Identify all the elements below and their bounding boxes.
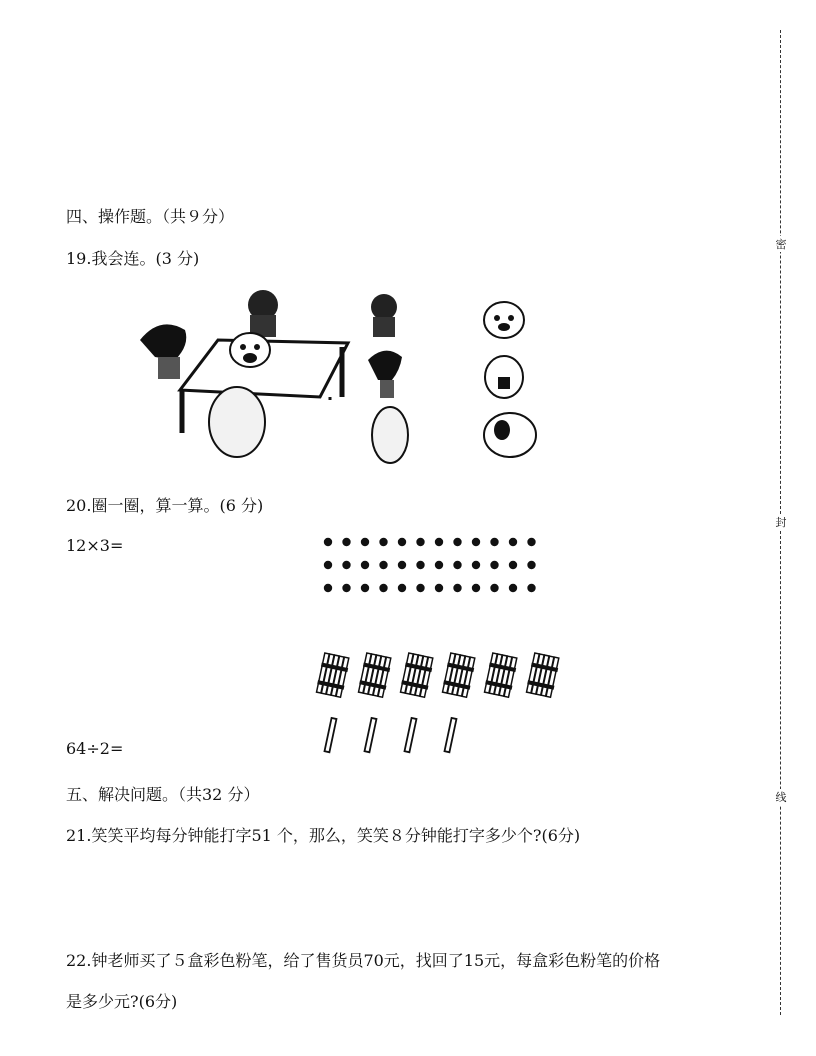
dot: [416, 584, 424, 592]
dot: [490, 584, 498, 592]
dog-back-view: [485, 356, 523, 398]
dot: [472, 561, 480, 569]
matching-figure: [130, 285, 560, 475]
boy-character: [248, 290, 278, 337]
stick-bundle: [484, 653, 519, 698]
dot: [361, 584, 369, 592]
stick-bundle: [316, 653, 351, 698]
expression-12x3: 12×3=: [66, 536, 124, 555]
dot: [435, 584, 443, 592]
dog-character: [230, 333, 270, 367]
dot: [416, 538, 424, 546]
dot: [472, 584, 480, 592]
single-stick: [325, 718, 337, 752]
question-20: 20.圈一圈，算一算。(6 分): [66, 496, 264, 515]
stick-bundle: [400, 653, 435, 698]
section-4-heading: 四、操作题。（共９分）: [66, 207, 235, 226]
sheep-character: [209, 387, 265, 457]
boy-view: [371, 294, 397, 337]
single-stick: [445, 718, 457, 752]
dot: [324, 584, 332, 592]
single-stick: [405, 718, 417, 752]
dot: [379, 561, 387, 569]
dot: [509, 561, 517, 569]
question-21: 21.笑笑平均每分钟能打字51 个，那么，笑笑８分钟能打字多少个?(6分): [66, 826, 581, 845]
dot: [398, 584, 406, 592]
dog-front-view: [484, 302, 524, 338]
chestnut-view: [368, 351, 402, 398]
dot: [361, 538, 369, 546]
stick-bundle: [358, 653, 393, 698]
dot: [398, 538, 406, 546]
margin-char-feng: 封: [772, 514, 790, 530]
section-5-heading: 五、解决问题。（共32 分）: [66, 785, 260, 804]
question-22-line2: 是多少元?(6分): [66, 992, 178, 1011]
dot: [490, 561, 498, 569]
chestnut-character: [140, 324, 186, 379]
dot: [453, 561, 461, 569]
margin-char-xian: 线: [772, 789, 790, 805]
question-22-line1: 22.钟老师买了５盒彩色粉笔，给了售货员70元，找回了15元，每盒彩色粉笔的价格: [66, 951, 661, 970]
stick-bundles-figure: [310, 650, 570, 760]
dot: [435, 561, 443, 569]
dot: [324, 538, 332, 546]
dot: [472, 538, 480, 546]
dot: [509, 538, 517, 546]
dot: [453, 584, 461, 592]
dot: [527, 584, 535, 592]
dot: [416, 561, 424, 569]
stick-bundle: [442, 653, 477, 698]
expression-64div2: 64÷2=: [66, 739, 124, 758]
question-19: 19.我会连。(3 分): [66, 249, 200, 268]
dot: [379, 538, 387, 546]
margin-char-mi: 密: [772, 236, 790, 252]
dot: [509, 584, 517, 592]
dot: [324, 561, 332, 569]
dot: [342, 584, 350, 592]
sheep-view: [372, 407, 408, 463]
dot: [453, 538, 461, 546]
dot: [527, 538, 535, 546]
dot: [435, 538, 443, 546]
dog-side-view: [484, 413, 536, 457]
single-stick: [365, 718, 377, 752]
stick-bundle: [526, 653, 561, 698]
dot: [527, 561, 535, 569]
dot: [342, 561, 350, 569]
dot: [379, 584, 387, 592]
dot: [490, 538, 498, 546]
dot-grid-figure: [318, 532, 548, 602]
dot: [398, 561, 406, 569]
dot: [342, 538, 350, 546]
dot: [361, 561, 369, 569]
